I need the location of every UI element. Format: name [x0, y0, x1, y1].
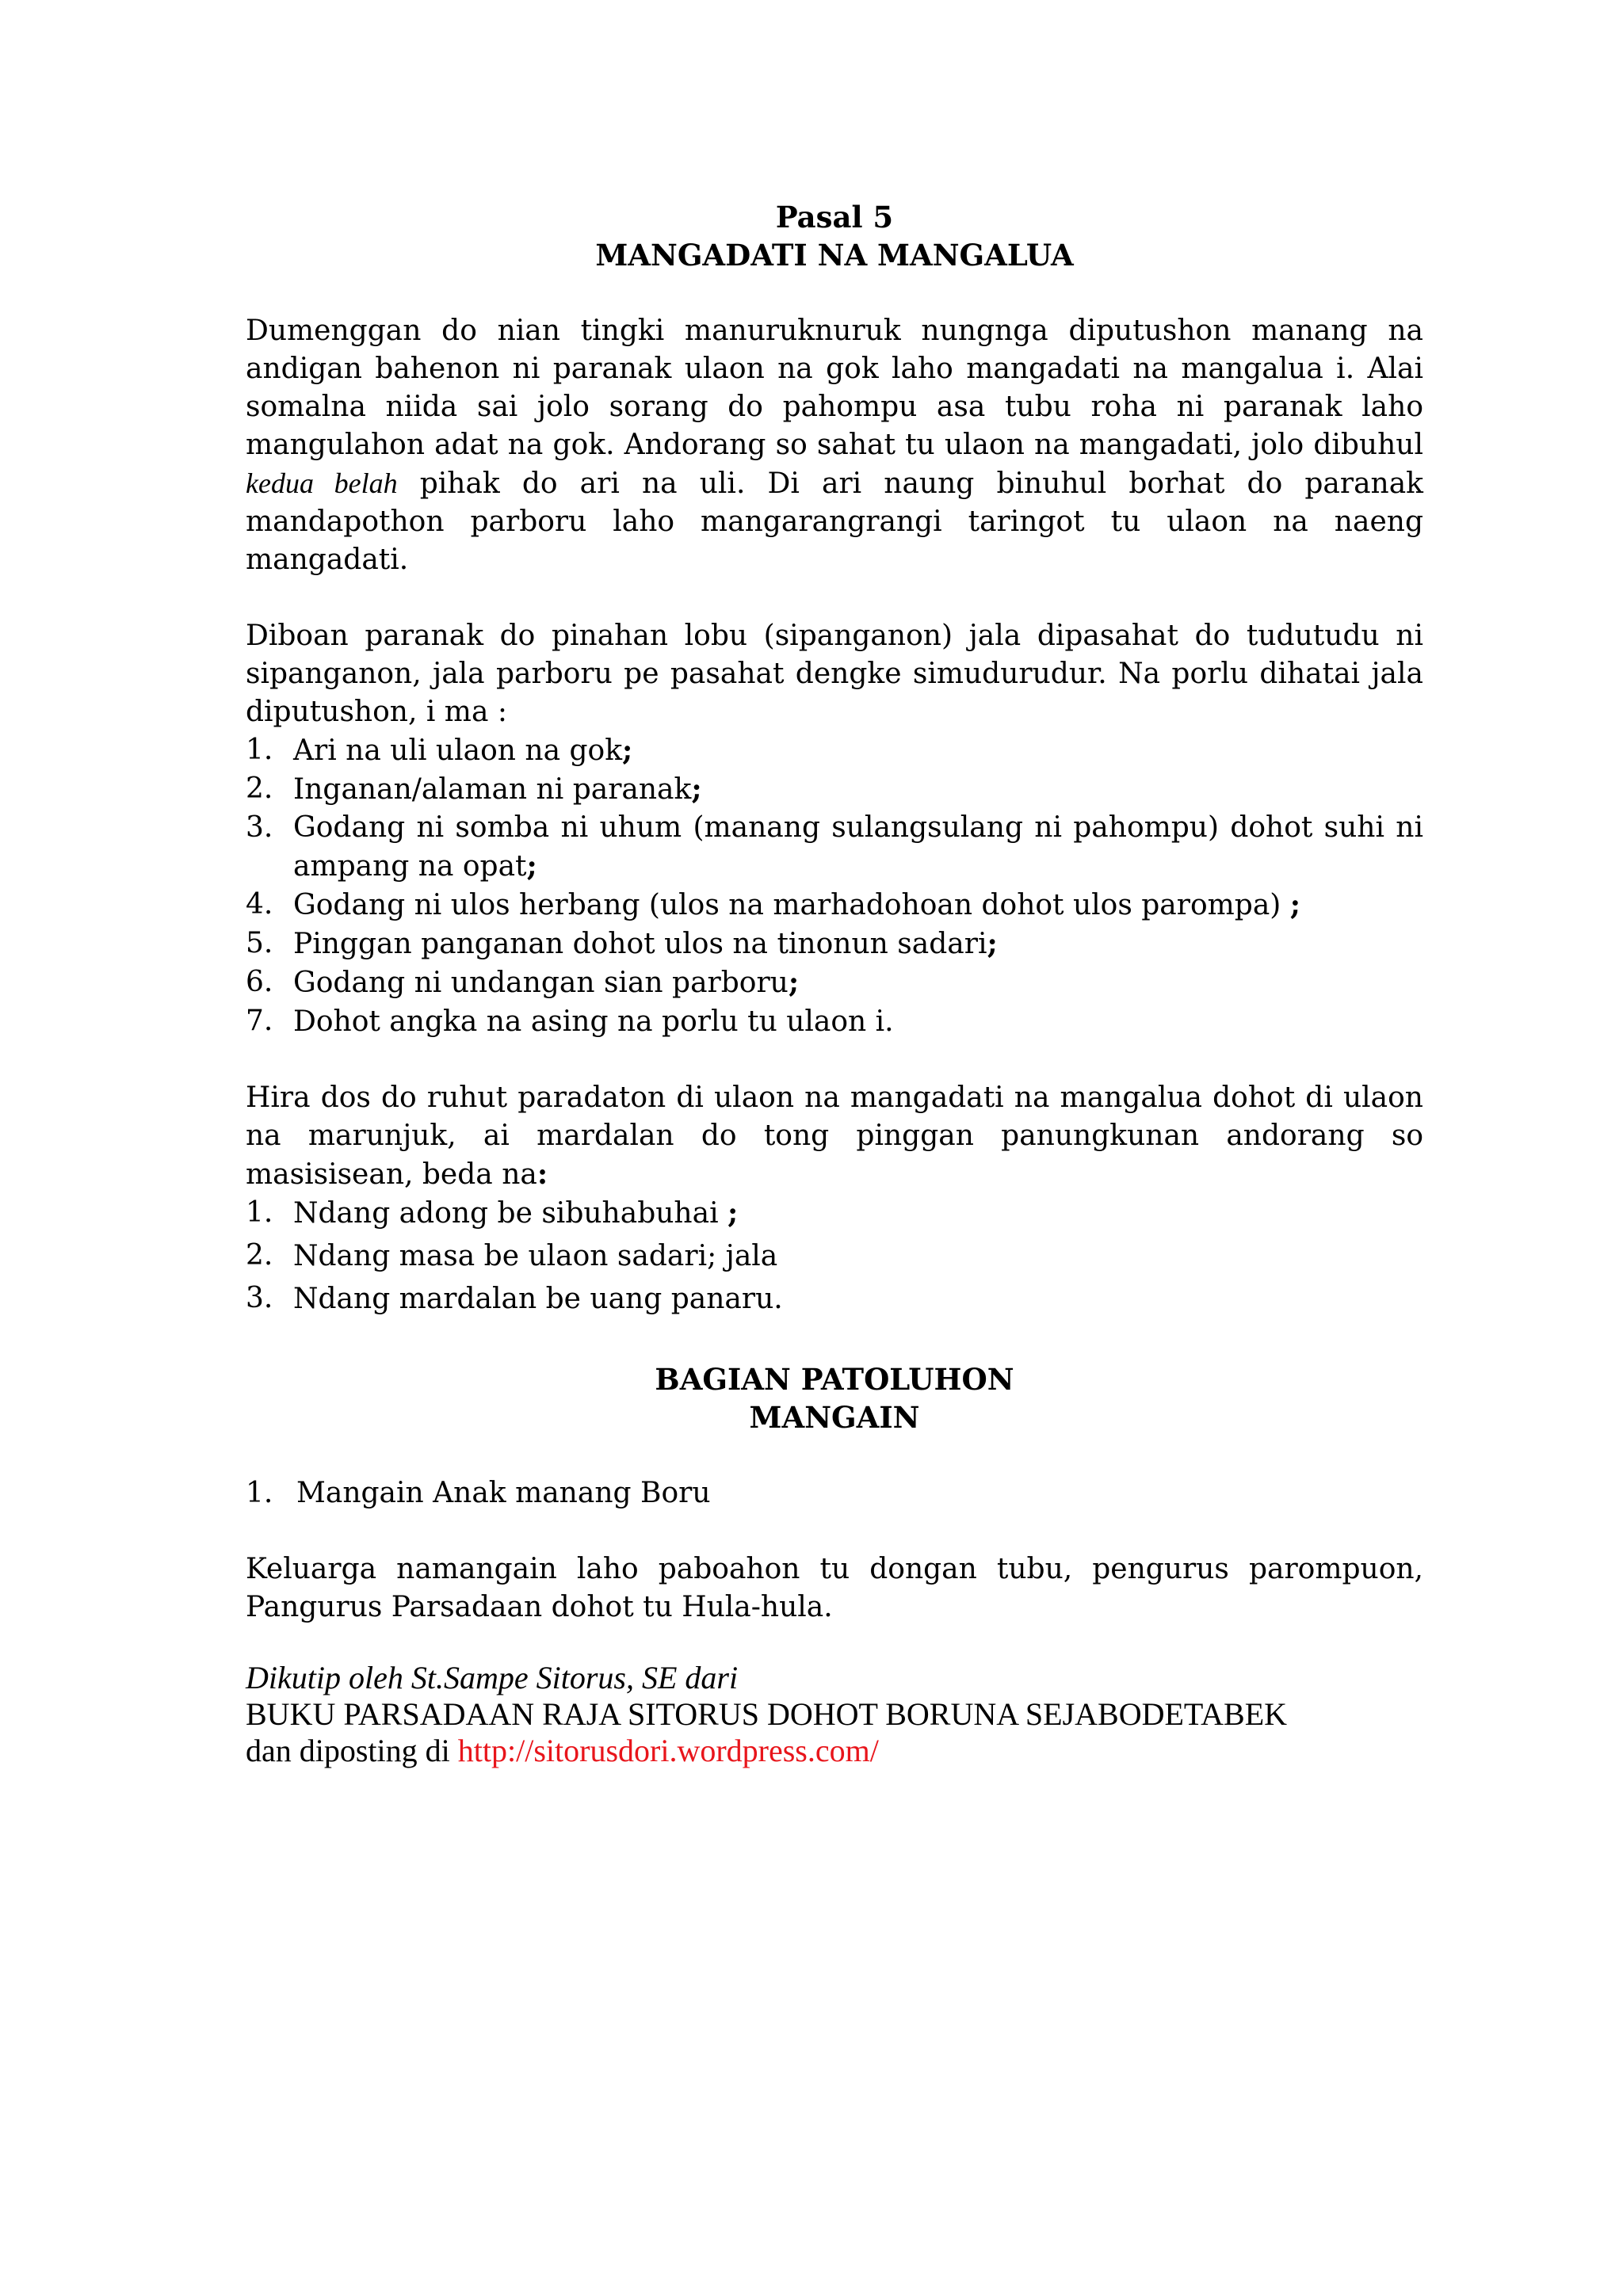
source-book-title: BUKU PARSADAAN RAJA SITORUS DOHOT BORUNA SEJABODETABEK: [246, 1696, 1288, 1732]
list-item: 3. Ndang mardalan be uang panaru.: [246, 1282, 783, 1315]
numbered-heading: 1. Mangain Anak manang Boru: [246, 1477, 711, 1509]
source-quoted-by: Dikutip oleh St.Sampe Sitorus, SE dari: [246, 1660, 739, 1695]
article-title: MANGADATI NA MANGALUA: [595, 238, 1074, 273]
list-item: 6. Godang ni undangan sian parboru;: [246, 966, 800, 999]
list-item: 5. Pinggan panganan dohot ulos na tinonun sadari;: [246, 927, 998, 960]
italic-phrase: kedua belah: [246, 467, 398, 499]
list-item: 2. Ndang masa be ulaon sadari; jala: [246, 1239, 778, 1272]
list-item: 1. Ari na uli ulaon na gok;: [246, 734, 633, 767]
article-number: Pasal 5: [775, 200, 894, 235]
list-item: 3. Godang ni somba ni uhum (manang sulangsulang ni pahompu) dohot suhi ni ampang na opat;: [246, 811, 1423, 883]
list-item: 2. Inganan/alaman ni paranak;: [246, 772, 702, 806]
section-subtitle: MANGAIN: [749, 1400, 920, 1435]
source-url-link[interactable]: http://sitorusdori.wordpress.com/: [457, 1733, 879, 1768]
discussion-list: [246, 731, 1423, 1041]
list-item: 7. Dohot angka na asing na porlu tu ulaon i.: [246, 1005, 894, 1038]
paragraph-intro: Dumenggan do nian tingki manuruknuruk nungnga diputushon manang na andigan bahenon ni paranak ulaon na gok laho mangadati na mangalua i. Alai somalna niida sai jolo sorang do pahompu asa tubu roha ni paranak laho mangulahon adat na gok. Andorang so sahat tu ulaon na mangadati, jolo dibuhul kedua belah pihak do ari na uli. Di ari naung binuhul borhat do paranak mandapothon parboru laho mangarangrangi taringot tu ulaon na naeng mangadati.: [246, 315, 1423, 576]
section-title: BAGIAN PATOLUHON: [655, 1362, 1014, 1397]
paragraph-hira: Hira dos do ruhut paradaton di ulaon na mangadati na mangalua dohot di ulaon na marunjuk, ai mardalan do tong pinggan panungkunan andorang so masisisean, beda na:: [246, 1081, 1423, 1191]
list-item: 1. Ndang adong be sibuhabuhai ;: [246, 1196, 739, 1230]
paragraph-diboan: Diboan paranak do pinahan lobu (sipanganon) jala dipasahat do tudutudu ni sipanganon, jala parboru pe pasahat dengke simudurudur. Na porlu dihatai jala diputushon, i ma :: [246, 620, 1423, 728]
paragraph-keluarga: Keluarga namangain laho paboahon tu dongan tubu, pengurus parompuon, Pangurus Parsadaan dohot tu Hula-hula.: [246, 1553, 1423, 1623]
source-posted-line: dan diposting di http://sitorusdori.wordpress.com/: [246, 1733, 879, 1768]
difference-list: [246, 1194, 1423, 1318]
list-item: 4. Godang ni ulos herbang (ulos na marhadohoan dohot ulos parompa) ;: [246, 888, 1301, 921]
